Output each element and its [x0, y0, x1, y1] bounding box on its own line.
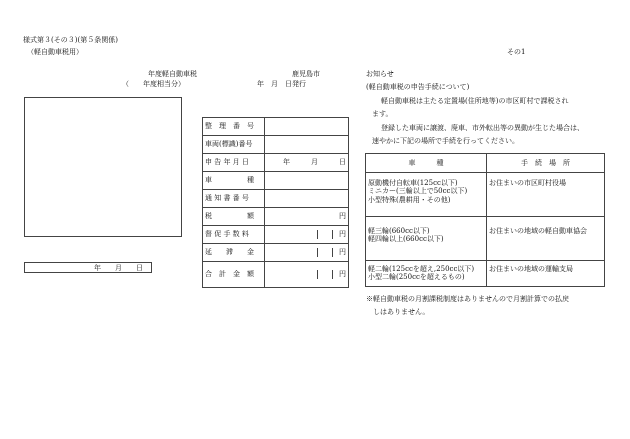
table-row	[203, 244, 349, 262]
digit-divider	[317, 248, 318, 257]
digit-divider	[317, 230, 318, 239]
info-subheading: (軽自動車税の申告手続について)	[366, 83, 470, 91]
row-value: 円	[265, 208, 349, 226]
para2-line1: 登録した車両に譲渡、廃車、市外転出等の異動が生じた場合は、	[381, 124, 584, 132]
footnote-line2: しはありません。	[373, 308, 430, 316]
table-row	[203, 262, 349, 288]
table-row	[203, 136, 349, 154]
form-number: 様式第３(その３)(第５条関係)	[23, 36, 118, 44]
table-header-row	[366, 154, 605, 173]
table-row	[203, 118, 349, 136]
row-label: 車両(標識)番号	[203, 136, 265, 154]
table-row	[203, 208, 349, 226]
year-share-line: （ 年度相当分）	[122, 80, 185, 88]
date-field	[24, 262, 152, 273]
row-label: 税 額	[203, 208, 265, 226]
vehicle-cell	[366, 261, 487, 287]
row-label: 通 知 書 番 号	[203, 190, 265, 208]
row-label: 車 種	[203, 172, 265, 190]
vehicle-line: 軽二輪(125ccを超え,250cc以下)	[368, 265, 475, 273]
table-row	[203, 190, 349, 208]
vehicle-line: 軽四輪以上(660cc以下)	[368, 235, 444, 244]
procedure-table	[365, 153, 605, 287]
digit-divider	[332, 270, 333, 279]
vehicle-cell	[366, 173, 487, 217]
row-value: 円	[265, 244, 349, 262]
row-value: 年 月 日	[265, 154, 349, 172]
place-cell: お住まいの市区町村役場	[487, 173, 605, 217]
row-label: 申 告 年 月 日	[203, 154, 265, 172]
digit-divider	[332, 230, 333, 239]
table-row	[366, 217, 605, 261]
place-cell: お住まいの地域の運輸支局	[487, 261, 605, 287]
info-heading: お知らせ	[366, 70, 394, 78]
city-name: 鹿児島市	[292, 70, 320, 78]
para1-line2: ます。	[372, 110, 393, 118]
vehicle-line: 小型特殊(農耕用・その他)	[368, 195, 451, 204]
date-field-label: 年 月 日	[94, 264, 143, 272]
tax-year-line: 年度軽自動車税	[148, 70, 197, 78]
table-row	[366, 261, 605, 287]
row-value	[265, 172, 349, 190]
digit-divider	[332, 248, 333, 257]
address-box	[24, 97, 182, 237]
header-procedure-place: 手 続 場 所	[487, 154, 605, 173]
place-cell: お住まいの地域の軽自動車協会	[487, 217, 605, 261]
row-label: 整 理 番 号	[203, 118, 265, 136]
row-label: 延 滞 金	[203, 244, 265, 262]
row-label: 合 計 金 額	[203, 262, 265, 288]
table-row	[203, 172, 349, 190]
digit-divider	[317, 270, 318, 279]
vehicle-line: ミニカー(三輪以上で50cc以下)	[368, 187, 468, 196]
vehicle-cell	[366, 217, 487, 261]
row-value	[265, 136, 349, 154]
row-value: 円	[265, 226, 349, 244]
row-label: 督 促 手 数 料	[203, 226, 265, 244]
page-label: その1	[507, 48, 526, 56]
table-row	[366, 173, 605, 217]
vehicle-line: 原動機付自転車(125cc以下)	[368, 179, 458, 187]
para1-line1: 軽自動車税は主たる定置場(住所地等)の市区町村で課税され	[381, 97, 569, 105]
row-value	[265, 118, 349, 136]
row-value	[265, 190, 349, 208]
row-value: 円	[265, 262, 349, 288]
para2-line2: 速やかに下記の場所で手続を行ってください。	[372, 137, 519, 145]
details-table	[202, 117, 349, 288]
footnote-line1: ※軽自動車税の月割課税制度はありませんので月割計算での払戻	[366, 295, 569, 303]
vehicle-line: 軽三輪(660cc以下)	[368, 227, 430, 235]
vehicle-line: 小型二輪(250ccを超えるもの)	[368, 273, 465, 282]
form-subtitle: （軽自動車税用）	[27, 48, 83, 56]
table-row	[203, 226, 349, 244]
table-row	[203, 154, 349, 172]
header-vehicle-type: 車 種	[366, 154, 487, 173]
issue-date: 年 月 日発行	[257, 80, 306, 88]
